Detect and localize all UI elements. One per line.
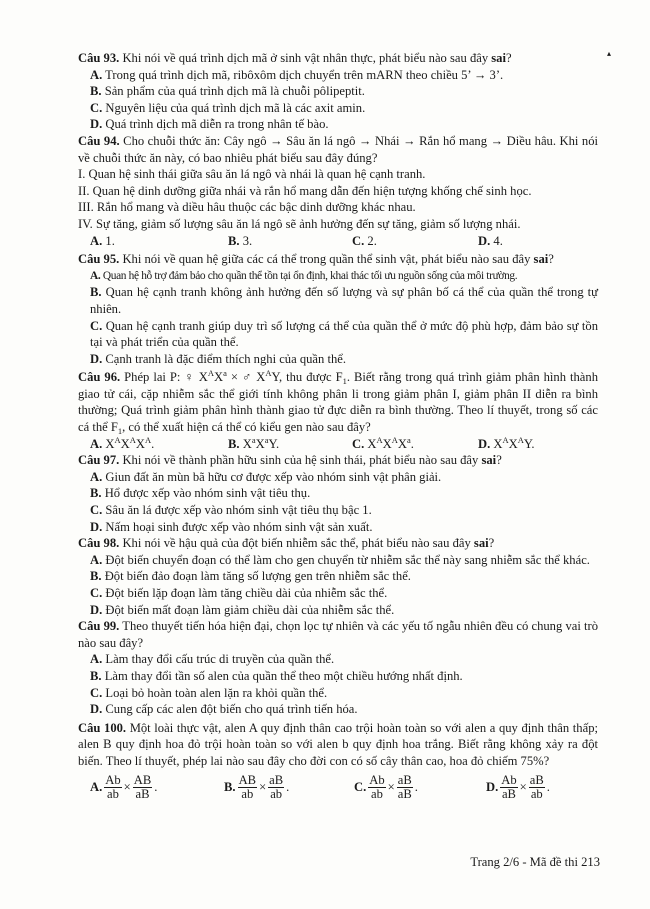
answer-option-c[interactable]: C. Quan hệ cạnh tranh giúp duy trì số lượng cá thể của quần thể ở mức độ phù hợp, đảm bảo sự tồn tại và phát triển của quần thể. [90,318,598,350]
question-label: Câu 98. [78,536,120,551]
question-label: Câu 95. [78,252,120,267]
emphasis-word: sai [491,51,506,65]
answer-option-a[interactable]: A. Trong quá trình dịch mã, ribôxôm dịch chuyển trên mARN theo chiều 5’ → 3’. [90,67,504,82]
statement-iii: III. Rắn hổ mang và diều hâu thuộc các bậc dinh dưỡng khác nhau. [78,200,416,215]
question-label: Câu 97. [78,453,120,468]
question-100 [78,720,598,801]
question-label: Câu 100. [78,720,127,735]
answer-option-b[interactable]: B. Sản phẩm của quá trình dịch mã là chuỗi pôlipeptit. [90,84,365,99]
question-label: Câu 96. [78,370,121,385]
answer-option-a[interactable]: A. 1. [90,233,115,248]
genotype-fraction: $\frac{Ab}{aB}$ [501,772,517,801]
answer-option-d[interactable]: D. $X^AX^AY$. [478,434,535,451]
question-97 [78,452,598,535]
answer-option-c[interactable]: C. Sâu ăn lá được xếp vào nhóm sinh vật tiêu thụ bậc 1. [90,503,372,518]
answer-option-b[interactable]: B. Đột biến đảo đoạn làm tăng số lượng gen trên nhiễm sắc thể. [90,569,411,584]
question-stem: Câu 97. Khi nói về thành phần hữu sinh của hệ sinh thái, phát biểu nào sau đây sai? [78,453,502,468]
answer-option-d[interactable]: D. Nấm hoại sinh được xếp vào nhóm sinh vật sản xuất. [90,519,373,534]
emphasis-word: sai [533,252,549,267]
answer-option-b[interactable]: B. $\frac{AB}{ab}$ × $\frac{aB}{ab}$ . [224,772,290,801]
answer-option-a[interactable]: A. Đột biến chuyển đoạn có thể làm cho gen chuyển từ nhiễm sắc thể này sang nhiễm sắc thể khác. [90,552,590,567]
answer-option-c[interactable]: C. Loại bỏ hoàn toàn alen lặn ra khỏi quần thể. [90,685,328,700]
statement-ii: II. Quan hệ dinh dưỡng giữa nhái và rắn hổ mang dẫn đến hiện tượng khống chế sinh học. [78,183,532,198]
question-96 [78,369,598,452]
question-label: Câu 93. [78,51,120,65]
question-label: Câu 94. [78,133,120,148]
answer-option-c[interactable]: C. Đột biến lặp đoạn làm tăng chiều dài của nhiễm sắc thể. [90,586,388,600]
answer-option-a[interactable]: A. Quan hệ hỗ trợ đảm bảo cho quần thể tồn tại ổn định, khai thác tối ưu nguồn sống của môi trường. [90,269,518,282]
answer-option-d[interactable]: D. $\frac{Ab}{aB}$ × $\frac{aB}{ab}$ . [486,772,550,801]
question-99 [78,618,598,718]
answer-option-b[interactable]: B. Hổ được xếp vào nhóm sinh vật tiêu thụ. [90,486,311,501]
answer-option-a[interactable]: A. $\frac{Ab}{ab}$ × $\frac{AB}{aB}$ . [90,772,158,801]
question-stem: Câu 100. Một loài thực vật, alen A quy định thân cao trội hoàn toàn so với alen a quy định thân thấp; alen B quy định hoa đỏ trội hoàn toàn so với alen b quy định hoa trắng. Biết rằng không xảy ra đột biến. Theo lí thuyết, phép lai nào sau đây cho đời con có số cây thân cao, hoa đỏ chiếm 75%? [78,720,598,768]
answer-options [78,774,598,801]
question-stem: Câu 93. Khi nói về quá trình dịch mã ở sinh vật nhân thực, phát biểu nào sau đây sai? [78,51,512,65]
corner-mark: ▴ [607,49,612,58]
question-98 [78,535,598,618]
answer-options [78,233,598,250]
genotype-fraction: $\frac{Ab}{ab}$ [369,772,385,801]
question-stem: Câu 95. Khi nói về quan hệ giữa các cá thể trong quần thể sinh vật, phát biểu nào sau đây sai? [78,252,554,267]
answer-option-c[interactable]: C. $X^AX^AX^a$. [352,434,414,451]
question-stem: Câu 98. Khi nói về hậu quả của đột biến nhiễm sắc thể, phát biểu nào sau đây sai? [78,536,495,551]
statement-i: I. Quan hệ sinh thái giữa sâu ăn lá ngô và nhái là quan hệ cạnh tranh. [78,167,426,182]
answer-option-d[interactable]: D. Cung cấp các alen đột biến cho quá trình tiến hóa. [90,702,358,717]
answer-option-d[interactable]: D. Cạnh tranh là đặc điểm thích nghi của quần thể. [90,351,347,366]
answer-option-a[interactable]: A. Làm thay đổi cấu trúc di truyền của quần thể. [90,652,335,667]
statement-iv: IV. Sự tăng, giảm số lượng sâu ăn lá ngô sẽ ảnh hưởng đến sự tăng, giảm số lượng nhái. [78,216,521,231]
answer-option-d[interactable]: D. 4. [478,233,503,248]
emphasis-word: sai [473,536,489,551]
answer-option-c[interactable]: C. 2. [352,233,377,248]
emphasis-word: sai [481,453,497,468]
genotype-fraction: $\frac{AB}{aB}$ [133,772,152,801]
question-93 [78,50,598,133]
answer-option-d[interactable]: D. Đột biến mất đoạn làm giảm chiều dài của nhiễm sắc thể. [90,602,395,617]
answer-option-a[interactable]: A. Giun đất ăn mùn bã hữu cơ được xếp vào nhóm sinh vật phân giải. [90,469,442,484]
answer-option-a[interactable]: A. $X^AX^AX^A$. [90,434,155,451]
genotype-fraction: $\frac{Ab}{ab}$ [105,772,121,801]
question-95 [78,251,598,367]
page-content [78,50,598,801]
page-footer: Trang 2/6 - Mã đề thi 213 [470,855,600,869]
genotype-fraction: $\frac{aB}{ab}$ [529,772,544,801]
question-stem: Câu 94. Cho chuỗi thức ăn: Cây ngô → Sâu ăn lá ngô → Nhái → Rắn hổ mang → Diều hâu. Khi nói về chuỗi thức ăn này, có bao nhiêu phát biểu sau đây đúng? [78,133,598,165]
answer-option-b[interactable]: B. Quan hệ cạnh tranh không ảnh hưởng đến số lượng và sự phân bố cá thể của quần thể trong tự nhiên. [90,285,598,316]
answer-option-b[interactable]: B. $X^aX^aY$. [228,434,280,451]
answer-option-c[interactable]: C. $\frac{Ab}{ab}$ × $\frac{aB}{aB}$ . [354,772,418,801]
genotype-fraction: $\frac{AB}{ab}$ [238,772,257,801]
genotype-fraction: $\frac{aB}{aB}$ [397,772,412,801]
genotype-fraction: $\frac{aB}{ab}$ [269,772,284,801]
answer-option-b[interactable]: B. 3. [228,233,253,248]
question-stem: Câu 96. Phép lai P: ♀ $X^AX^a$ × ♂ $X^AY$, thu được $F_1$. Biết rằng trong quá trình giảm phân hình thành giao tử cái, cặp nhiễm sắc thể giới tính không phân li trong giảm phân I, giảm phân II diễn ra bình thường; Quá trình giảm phân hình thành giao tử đực diễn ra bình thường. Theo lí thuyết, trong số các cá thể $F_1$, có thể xuất hiện cá thể có kiểu gen nào sau đây? [78,368,598,437]
answer-options [78,436,598,453]
answer-option-b[interactable]: B. Làm thay đổi tần số alen của quần thể theo một chiều hướng nhất định. [90,668,463,683]
question-94 [78,133,598,249]
answer-option-c[interactable]: C. Nguyên liệu của quá trình dịch mã là các axit amin. [90,100,366,115]
answer-option-d[interactable]: D. Quá trình dịch mã diễn ra trong nhân tế bào. [90,117,329,132]
question-label: Câu 99. [78,619,120,634]
question-stem: Câu 99. Theo thuyết tiến hóa hiện đại, chọn lọc tự nhiên và các yếu tố ngẫu nhiên đều có chung vai trò nào sau đây? [78,619,598,650]
